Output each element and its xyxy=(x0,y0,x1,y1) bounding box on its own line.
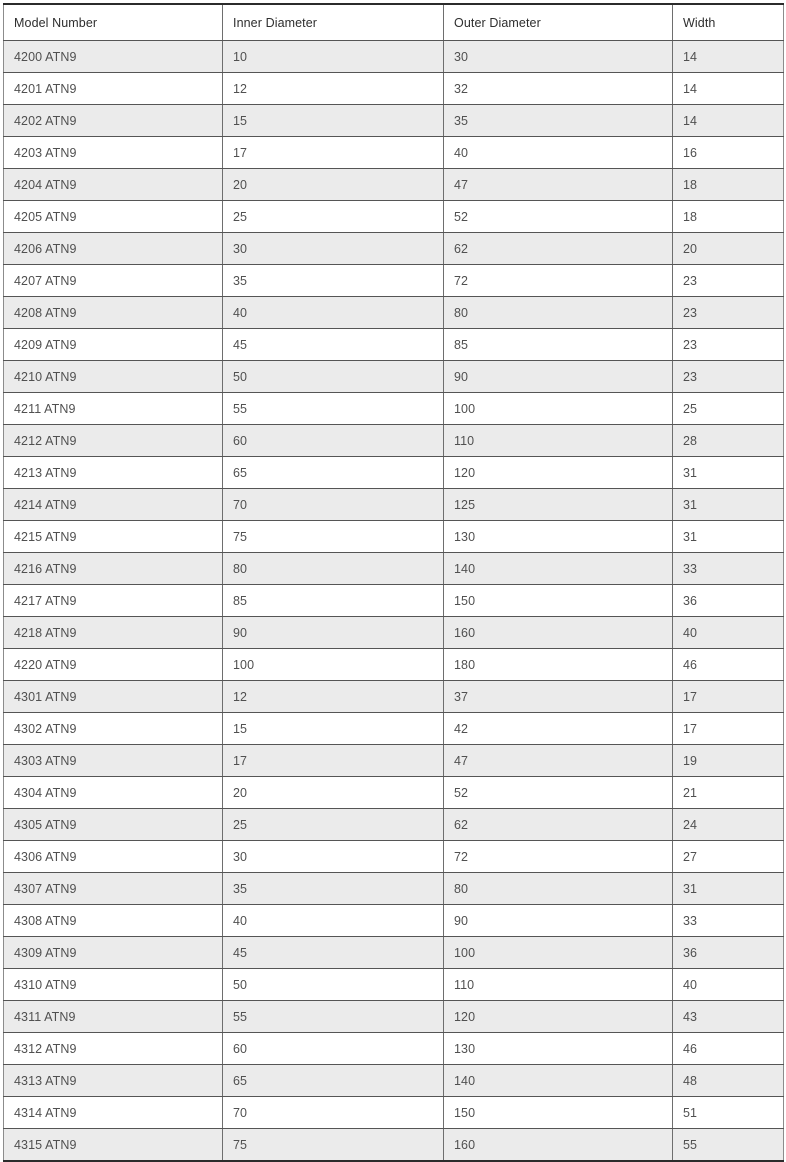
cell-inner-diameter: 85 xyxy=(223,585,444,617)
table-row xyxy=(4,201,784,233)
cell-width: 16 xyxy=(673,137,784,169)
cell-model-number: 4303 ATN9 xyxy=(4,745,223,777)
cell-width: 17 xyxy=(673,681,784,713)
cell-width: 18 xyxy=(673,201,784,233)
cell-outer-diameter: 62 xyxy=(444,233,673,265)
table-row xyxy=(4,1097,784,1129)
cell-width: 40 xyxy=(673,969,784,1001)
cell-inner-diameter: 20 xyxy=(223,777,444,809)
cell-width: 23 xyxy=(673,329,784,361)
cell-outer-diameter: 110 xyxy=(444,425,673,457)
table-row xyxy=(4,745,784,777)
cell-outer-diameter: 30 xyxy=(444,41,673,73)
cell-width: 33 xyxy=(673,553,784,585)
cell-inner-diameter: 75 xyxy=(223,1129,444,1162)
table-row xyxy=(4,681,784,713)
cell-width: 28 xyxy=(673,425,784,457)
cell-inner-diameter: 12 xyxy=(223,73,444,105)
cell-inner-diameter: 15 xyxy=(223,713,444,745)
cell-width: 31 xyxy=(673,457,784,489)
table-row xyxy=(4,361,784,393)
cell-inner-diameter: 70 xyxy=(223,489,444,521)
cell-inner-diameter: 100 xyxy=(223,649,444,681)
cell-model-number: 4314 ATN9 xyxy=(4,1097,223,1129)
cell-outer-diameter: 40 xyxy=(444,137,673,169)
cell-width: 55 xyxy=(673,1129,784,1162)
cell-inner-diameter: 17 xyxy=(223,137,444,169)
cell-width: 23 xyxy=(673,361,784,393)
cell-model-number: 4211 ATN9 xyxy=(4,393,223,425)
table-row xyxy=(4,329,784,361)
cell-width: 17 xyxy=(673,713,784,745)
table-row xyxy=(4,521,784,553)
cell-outer-diameter: 110 xyxy=(444,969,673,1001)
table-row xyxy=(4,905,784,937)
table-row xyxy=(4,649,784,681)
cell-model-number: 4304 ATN9 xyxy=(4,777,223,809)
cell-inner-diameter: 55 xyxy=(223,1001,444,1033)
cell-inner-diameter: 15 xyxy=(223,105,444,137)
table-row xyxy=(4,873,784,905)
cell-inner-diameter: 35 xyxy=(223,873,444,905)
cell-inner-diameter: 75 xyxy=(223,521,444,553)
cell-model-number: 4215 ATN9 xyxy=(4,521,223,553)
cell-width: 21 xyxy=(673,777,784,809)
table-row xyxy=(4,777,784,809)
cell-outer-diameter: 140 xyxy=(444,1065,673,1097)
cell-model-number: 4315 ATN9 xyxy=(4,1129,223,1162)
cell-inner-diameter: 40 xyxy=(223,905,444,937)
cell-outer-diameter: 52 xyxy=(444,777,673,809)
cell-inner-diameter: 55 xyxy=(223,393,444,425)
cell-outer-diameter: 80 xyxy=(444,297,673,329)
table-row xyxy=(4,393,784,425)
cell-model-number: 4200 ATN9 xyxy=(4,41,223,73)
cell-width: 46 xyxy=(673,1033,784,1065)
cell-model-number: 4201 ATN9 xyxy=(4,73,223,105)
cell-outer-diameter: 72 xyxy=(444,265,673,297)
cell-width: 36 xyxy=(673,937,784,969)
cell-inner-diameter: 25 xyxy=(223,809,444,841)
cell-model-number: 4306 ATN9 xyxy=(4,841,223,873)
cell-width: 25 xyxy=(673,393,784,425)
table-row xyxy=(4,1001,784,1033)
cell-outer-diameter: 90 xyxy=(444,905,673,937)
cell-model-number: 4203 ATN9 xyxy=(4,137,223,169)
cell-width: 24 xyxy=(673,809,784,841)
cell-inner-diameter: 80 xyxy=(223,553,444,585)
table-row xyxy=(4,713,784,745)
cell-outer-diameter: 130 xyxy=(444,1033,673,1065)
cell-width: 46 xyxy=(673,649,784,681)
cell-width: 51 xyxy=(673,1097,784,1129)
table-row xyxy=(4,937,784,969)
cell-width: 31 xyxy=(673,873,784,905)
cell-model-number: 4205 ATN9 xyxy=(4,201,223,233)
cell-outer-diameter: 62 xyxy=(444,809,673,841)
header-row xyxy=(4,4,784,41)
table-row xyxy=(4,457,784,489)
table-header xyxy=(4,4,784,41)
cell-width: 20 xyxy=(673,233,784,265)
cell-model-number: 4209 ATN9 xyxy=(4,329,223,361)
cell-outer-diameter: 47 xyxy=(444,169,673,201)
table-row xyxy=(4,137,784,169)
cell-outer-diameter: 85 xyxy=(444,329,673,361)
cell-model-number: 4208 ATN9 xyxy=(4,297,223,329)
cell-width: 31 xyxy=(673,489,784,521)
cell-width: 14 xyxy=(673,73,784,105)
cell-inner-diameter: 17 xyxy=(223,745,444,777)
column-header-width: Width xyxy=(673,4,784,41)
cell-outer-diameter: 52 xyxy=(444,201,673,233)
cell-model-number: 4302 ATN9 xyxy=(4,713,223,745)
cell-width: 19 xyxy=(673,745,784,777)
cell-model-number: 4218 ATN9 xyxy=(4,617,223,649)
table-row xyxy=(4,105,784,137)
cell-outer-diameter: 125 xyxy=(444,489,673,521)
cell-model-number: 4206 ATN9 xyxy=(4,233,223,265)
bearing-specification-table xyxy=(3,3,784,1162)
cell-model-number: 4207 ATN9 xyxy=(4,265,223,297)
table-row xyxy=(4,1033,784,1065)
column-header-model-number: Model Number xyxy=(4,4,223,41)
cell-inner-diameter: 20 xyxy=(223,169,444,201)
cell-model-number: 4311 ATN9 xyxy=(4,1001,223,1033)
cell-outer-diameter: 47 xyxy=(444,745,673,777)
cell-model-number: 4307 ATN9 xyxy=(4,873,223,905)
cell-width: 31 xyxy=(673,521,784,553)
cell-inner-diameter: 30 xyxy=(223,233,444,265)
cell-width: 48 xyxy=(673,1065,784,1097)
table-row xyxy=(4,41,784,73)
cell-outer-diameter: 80 xyxy=(444,873,673,905)
cell-width: 23 xyxy=(673,297,784,329)
cell-model-number: 4313 ATN9 xyxy=(4,1065,223,1097)
table-row xyxy=(4,1065,784,1097)
column-header-outer-diameter: Outer Diameter xyxy=(444,4,673,41)
column-header-inner-diameter: Inner Diameter xyxy=(223,4,444,41)
table-row xyxy=(4,265,784,297)
cell-inner-diameter: 25 xyxy=(223,201,444,233)
cell-outer-diameter: 90 xyxy=(444,361,673,393)
table-row xyxy=(4,489,784,521)
cell-outer-diameter: 160 xyxy=(444,617,673,649)
cell-inner-diameter: 30 xyxy=(223,841,444,873)
cell-model-number: 4217 ATN9 xyxy=(4,585,223,617)
cell-outer-diameter: 140 xyxy=(444,553,673,585)
table-row xyxy=(4,553,784,585)
cell-model-number: 4202 ATN9 xyxy=(4,105,223,137)
cell-outer-diameter: 150 xyxy=(444,1097,673,1129)
cell-inner-diameter: 90 xyxy=(223,617,444,649)
table-row xyxy=(4,969,784,1001)
cell-inner-diameter: 60 xyxy=(223,425,444,457)
cell-model-number: 4310 ATN9 xyxy=(4,969,223,1001)
cell-outer-diameter: 100 xyxy=(444,937,673,969)
cell-model-number: 4213 ATN9 xyxy=(4,457,223,489)
cell-inner-diameter: 10 xyxy=(223,41,444,73)
cell-outer-diameter: 150 xyxy=(444,585,673,617)
cell-outer-diameter: 120 xyxy=(444,1001,673,1033)
table-row xyxy=(4,841,784,873)
cell-model-number: 4309 ATN9 xyxy=(4,937,223,969)
cell-width: 33 xyxy=(673,905,784,937)
table-row xyxy=(4,617,784,649)
cell-model-number: 4204 ATN9 xyxy=(4,169,223,201)
cell-model-number: 4212 ATN9 xyxy=(4,425,223,457)
cell-model-number: 4210 ATN9 xyxy=(4,361,223,393)
cell-inner-diameter: 60 xyxy=(223,1033,444,1065)
cell-width: 27 xyxy=(673,841,784,873)
cell-outer-diameter: 100 xyxy=(444,393,673,425)
cell-outer-diameter: 120 xyxy=(444,457,673,489)
cell-inner-diameter: 45 xyxy=(223,329,444,361)
cell-width: 40 xyxy=(673,617,784,649)
cell-width: 36 xyxy=(673,585,784,617)
table-row xyxy=(4,169,784,201)
table-row xyxy=(4,425,784,457)
cell-outer-diameter: 72 xyxy=(444,841,673,873)
cell-inner-diameter: 50 xyxy=(223,969,444,1001)
table-row xyxy=(4,809,784,841)
cell-model-number: 4301 ATN9 xyxy=(4,681,223,713)
table-row xyxy=(4,233,784,265)
cell-width: 23 xyxy=(673,265,784,297)
cell-inner-diameter: 40 xyxy=(223,297,444,329)
table-row xyxy=(4,297,784,329)
cell-model-number: 4308 ATN9 xyxy=(4,905,223,937)
cell-width: 18 xyxy=(673,169,784,201)
cell-width: 14 xyxy=(673,41,784,73)
cell-model-number: 4214 ATN9 xyxy=(4,489,223,521)
cell-outer-diameter: 37 xyxy=(444,681,673,713)
cell-outer-diameter: 160 xyxy=(444,1129,673,1162)
cell-inner-diameter: 65 xyxy=(223,457,444,489)
cell-width: 43 xyxy=(673,1001,784,1033)
cell-inner-diameter: 50 xyxy=(223,361,444,393)
cell-model-number: 4312 ATN9 xyxy=(4,1033,223,1065)
cell-outer-diameter: 130 xyxy=(444,521,673,553)
spec-table-container xyxy=(3,3,783,1162)
cell-outer-diameter: 180 xyxy=(444,649,673,681)
cell-inner-diameter: 12 xyxy=(223,681,444,713)
cell-model-number: 4216 ATN9 xyxy=(4,553,223,585)
cell-outer-diameter: 32 xyxy=(444,73,673,105)
cell-outer-diameter: 42 xyxy=(444,713,673,745)
cell-model-number: 4305 ATN9 xyxy=(4,809,223,841)
cell-outer-diameter: 35 xyxy=(444,105,673,137)
cell-inner-diameter: 35 xyxy=(223,265,444,297)
cell-inner-diameter: 70 xyxy=(223,1097,444,1129)
table-row xyxy=(4,585,784,617)
cell-inner-diameter: 65 xyxy=(223,1065,444,1097)
cell-width: 14 xyxy=(673,105,784,137)
cell-inner-diameter: 45 xyxy=(223,937,444,969)
table-row xyxy=(4,73,784,105)
cell-model-number: 4220 ATN9 xyxy=(4,649,223,681)
table-body xyxy=(4,41,784,1162)
